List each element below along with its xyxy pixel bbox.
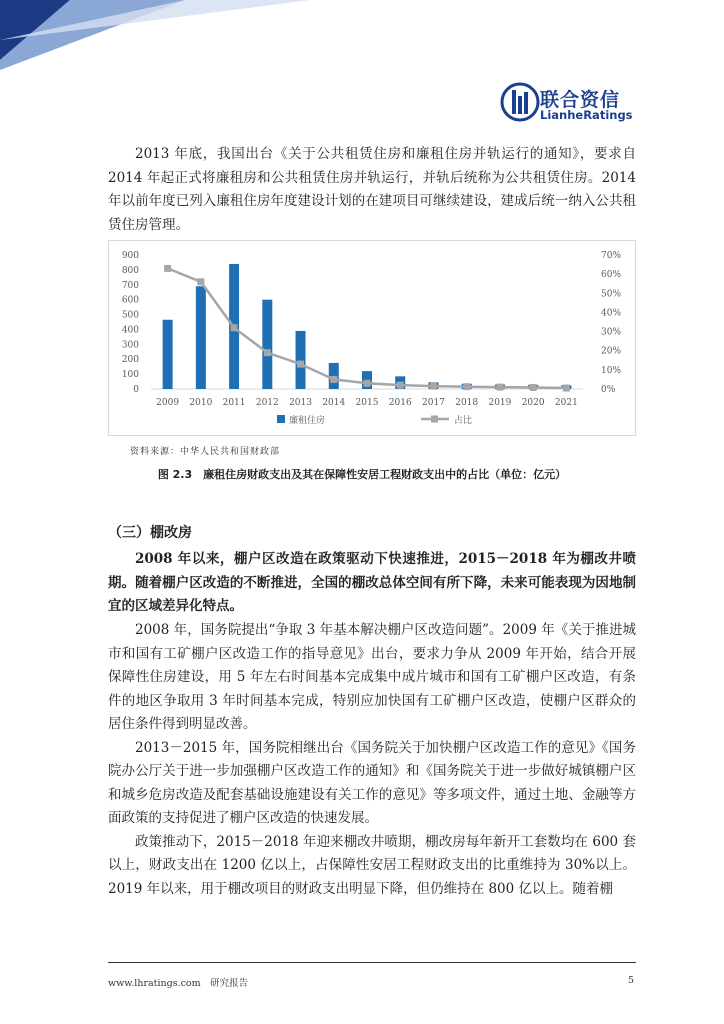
paragraph: 2008 年，国务院提出“争取 3 年基本解决棚户区改造问题”。2009 年《关于推进城市和国有工矿棚户区改造工作的指导意见》出台，要求力争从 2009 年开始，结合开展保障性住房建设，用 5 年左右时间基本完成集中成片城市和国有工矿棚户区改造，有条件的地区争取用 3 年时间基本完成，特别应加快国有工矿棚户区改造，使棚户区群众的居住条件得到明显改善。 xyxy=(108,622,636,732)
x-tick-label: 2012 xyxy=(255,398,279,408)
legend-line-marker xyxy=(431,416,438,423)
logo-text-cn: 联合资信 xyxy=(540,89,621,111)
line-point xyxy=(430,383,437,390)
x-tick-label: 2020 xyxy=(521,398,545,408)
x-tick-label: 2016 xyxy=(388,398,412,408)
bar-line-chart xyxy=(109,241,635,435)
x-tick-label: 2009 xyxy=(156,398,180,408)
line-series xyxy=(168,268,567,388)
x-tick-label: 2015 xyxy=(355,398,379,408)
bold-text: 2008 年以来，棚户区改造在政策驱动下快速推进，2015－2018 年为棚改井喷期。随着棚户区改造的不断推进，全国的棚改总体空间有所下降，未来可能表现为因地制宜的区域差异化特点。 xyxy=(108,551,636,614)
chart-container xyxy=(108,240,636,436)
line-point xyxy=(364,380,371,387)
corner-decoration xyxy=(0,0,320,80)
y-left-tick-label: 200 xyxy=(121,355,139,366)
section-title: （三）棚改房 xyxy=(108,525,192,541)
y-left-tick-label: 500 xyxy=(121,310,139,321)
bar xyxy=(163,320,173,389)
y-left-tick-label: 800 xyxy=(121,265,139,276)
line-point xyxy=(264,349,271,356)
x-tick-label: 2017 xyxy=(422,398,445,408)
footer-site: www.lhratings.com 研究报告 xyxy=(108,978,249,989)
x-tick-label: 2018 xyxy=(455,398,479,408)
logo-text-en: LianheRatings xyxy=(540,108,633,122)
y-right-tick-label: 10% xyxy=(601,365,622,376)
line-point xyxy=(164,265,171,272)
legend-line-label: 占比 xyxy=(454,416,473,426)
legend-bar-swatch xyxy=(277,415,285,423)
bar xyxy=(262,300,272,389)
y-right-tick-label: 0% xyxy=(601,385,616,395)
x-tick-label: 2021 xyxy=(554,398,578,408)
y-right-tick-label: 60% xyxy=(601,270,622,281)
chart-caption: 图 2.3 廉租住房财政支出及其在保障性安居工程财政支出中的占比（单位：亿元） xyxy=(157,468,567,481)
bar xyxy=(296,331,306,389)
legend-bar-label: 廉租住房 xyxy=(289,416,326,426)
y-left-tick-label: 700 xyxy=(121,280,139,291)
y-right-tick-label: 70% xyxy=(601,251,622,261)
y-right-tick-label: 30% xyxy=(601,327,622,338)
page-number: 5 xyxy=(628,975,635,986)
x-tick-label: 2013 xyxy=(289,398,312,408)
y-left-tick-label: 0 xyxy=(133,385,139,395)
paragraph: 政策推动下，2015－2018 年迎来棚改井喷期，棚改房每年新开工套数均在 600 套以上，财政支出在 1200 亿以上，占保障性安居工程财政支出的比重维持为 30%以上。2019 年以来，用于棚改项目的财政支出明显下降，但仍维持在 800 亿以上。随着棚 xyxy=(108,833,636,897)
y-right-tick-label: 40% xyxy=(601,308,622,319)
x-tick-label: 2014 xyxy=(322,398,346,408)
line-point xyxy=(330,376,337,383)
line-point xyxy=(563,385,570,392)
line-point xyxy=(496,384,503,391)
body-paragraphs xyxy=(108,619,636,901)
y-left-tick-label: 400 xyxy=(121,325,139,336)
y-left-tick-label: 300 xyxy=(121,340,139,351)
y-right-tick-label: 50% xyxy=(601,289,622,300)
paragraph: 2013－2015 年，国务院相继出台《国务院关于加快棚户区改造工作的意见》《国务院办公厅关于进一步加强棚户区改造工作的通知》和《国务院关于进一步做好城镇棚户区和城乡危房改造及配套基础设施建设有关工作的意见》等多项文件，通过土地、金融等方面政策的支持促进了棚户区改造的快速发展。 xyxy=(108,739,636,826)
y-left-tick-label: 600 xyxy=(121,295,139,306)
line-point xyxy=(231,324,238,331)
chart-source: 资料来源：中华人民共和国财政部 xyxy=(130,447,281,457)
line-point xyxy=(197,278,204,285)
line-point xyxy=(530,384,537,391)
intro-paragraph xyxy=(108,143,636,237)
bold-paragraph xyxy=(108,548,636,619)
lianhe-logo-icon xyxy=(500,82,540,122)
x-tick-label: 2011 xyxy=(222,398,246,408)
y-left-tick-label: 100 xyxy=(121,370,139,381)
y-left-tick-label: 900 xyxy=(121,251,139,261)
bar xyxy=(196,286,206,389)
y-right-tick-label: 20% xyxy=(601,346,622,357)
x-tick-label: 2019 xyxy=(488,398,512,408)
footer-divider xyxy=(108,962,636,963)
line-point xyxy=(297,361,304,368)
intro-text: 2013 年底，我国出台《关于公共租赁住房和廉租住房并轨运行的通知》，要求自2014 年起正式将廉租房和公共租赁住房并轨运行，并轨后统称为公共租赁住房。2014年以前年度已列入廉租住房年度建设计划的在建项目可继续建设，建成后统一纳入公共租赁住房管理。 xyxy=(108,146,636,233)
line-point xyxy=(397,382,404,389)
x-tick-label: 2010 xyxy=(189,398,213,408)
line-point xyxy=(463,383,470,390)
